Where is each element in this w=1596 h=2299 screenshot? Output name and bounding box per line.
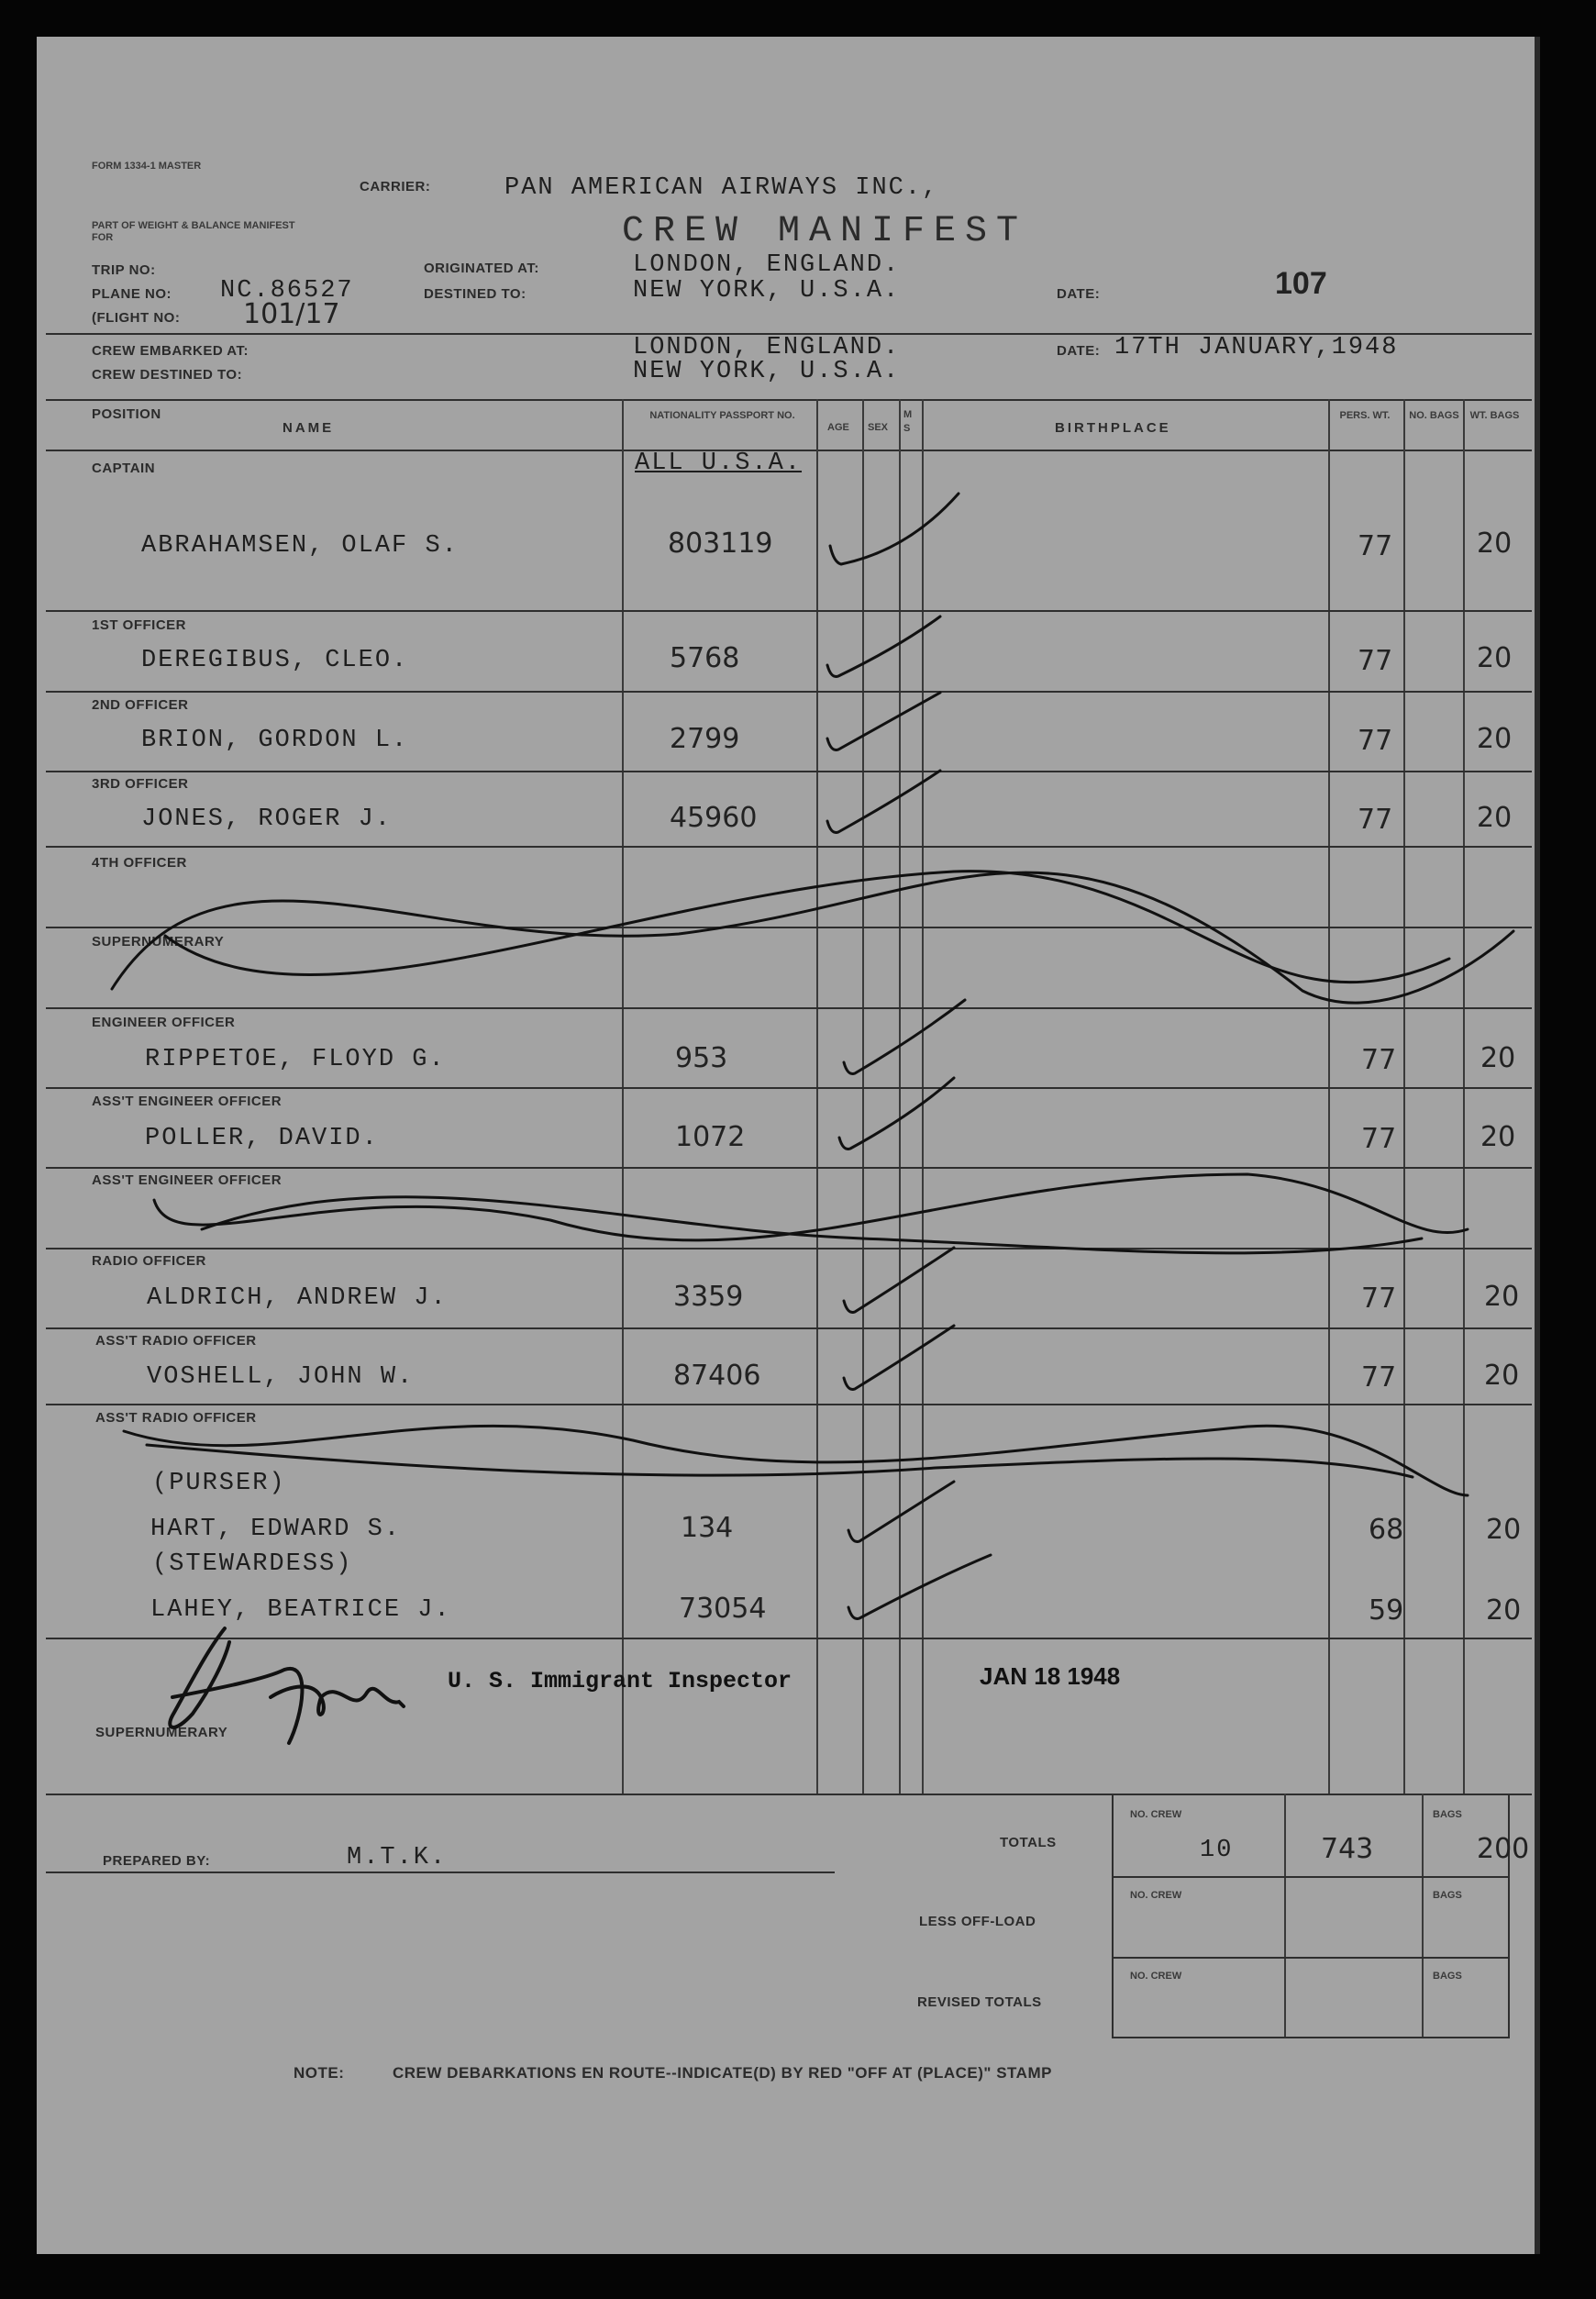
bags-weight: 20 bbox=[1477, 642, 1513, 674]
col-nationality: NATIONALITY PASSPORT NO. bbox=[649, 410, 795, 421]
no-crew-label: NO. CREW bbox=[1130, 1971, 1182, 1982]
nationality-note: ALL U.S.A. bbox=[635, 450, 803, 477]
passport-number: 803119 bbox=[668, 528, 773, 560]
inspector-signature bbox=[170, 1628, 404, 1743]
originated-value: LONDON, ENGLAND. bbox=[633, 251, 901, 279]
bags-weight: 20 bbox=[1484, 1360, 1520, 1392]
passport-number: 953 bbox=[675, 1042, 728, 1074]
crew-destined-label: CREW DESTINED TO: bbox=[92, 367, 243, 383]
passport-number: 45960 bbox=[670, 802, 758, 834]
passport-number: 134 bbox=[681, 1512, 734, 1544]
row-position: 2ND OFFICER bbox=[92, 697, 189, 713]
row-position: ASS'T ENGINEER OFFICER bbox=[92, 1172, 283, 1188]
no-crew-label: NO. CREW bbox=[1130, 1890, 1182, 1901]
stamp-date: JAN 18 1948 bbox=[980, 1662, 1121, 1690]
checkmark-icon bbox=[827, 771, 940, 833]
form-number: FORM 1334-1 MASTER bbox=[92, 161, 202, 172]
passport-number: 1072 bbox=[675, 1121, 746, 1153]
pers-weight: 77 bbox=[1361, 1044, 1397, 1076]
flight-label: (FLIGHT NO: bbox=[92, 310, 181, 326]
row-position: SUPERNUMERARY bbox=[95, 1725, 228, 1740]
passport-number: 87406 bbox=[673, 1360, 761, 1392]
note-text: CREW DEBARKATIONS EN ROUTE--INDICATE(D) BY RED "OFF AT (PLACE)" STAMP bbox=[393, 2064, 1052, 2082]
row-position: CAPTAIN bbox=[92, 461, 156, 476]
bags-weight: 20 bbox=[1486, 1594, 1522, 1627]
strikethrough-line bbox=[165, 872, 1449, 983]
row-position: ASS'T RADIO OFFICER bbox=[95, 1333, 257, 1349]
revised-totals-label: REVISED TOTALS bbox=[917, 1994, 1042, 2010]
prepared-label: PREPARED BY: bbox=[103, 1853, 211, 1869]
pers-weight: 68 bbox=[1369, 1514, 1404, 1546]
embark-date: 17TH JANUARY,1948 bbox=[1114, 334, 1399, 361]
date2-label: DATE: bbox=[1057, 343, 1101, 359]
destined-label: DESTINED TO: bbox=[424, 286, 526, 302]
crew-name: LAHEY, BEATRICE J. bbox=[150, 1596, 451, 1624]
inspector-title: U. S. Immigrant Inspector bbox=[448, 1668, 792, 1694]
col-no-bags: NO. BAGS bbox=[1409, 410, 1459, 421]
bags-label: BAGS bbox=[1433, 1809, 1462, 1820]
row-position: ASS'T RADIO OFFICER bbox=[95, 1410, 257, 1426]
row-title: (STEWARDESS) bbox=[152, 1550, 353, 1578]
bags-label: BAGS bbox=[1433, 1971, 1462, 1982]
bags-weight: 20 bbox=[1477, 528, 1513, 560]
flight-number: 101/17 bbox=[243, 298, 340, 330]
bags-weight: 20 bbox=[1484, 1281, 1520, 1313]
total-bags: 200 bbox=[1477, 1833, 1530, 1865]
pers-weight: 77 bbox=[1361, 1283, 1397, 1315]
crew-destined-value: NEW YORK, U.S.A. bbox=[633, 358, 901, 385]
page-title: CREW MANIFEST bbox=[622, 211, 1028, 252]
originated-label: ORIGINATED AT: bbox=[424, 261, 539, 276]
crew-name: DEREGIBUS, CLEO. bbox=[141, 647, 409, 674]
crew-name: ABRAHAMSEN, OLAF S. bbox=[141, 532, 459, 560]
trip-label: TRIP NO: bbox=[92, 262, 156, 278]
row-position: 1ST OFFICER bbox=[92, 617, 187, 633]
checkmark-icon bbox=[844, 1248, 954, 1313]
checkmark-icon bbox=[848, 1482, 954, 1542]
passport-number: 5768 bbox=[670, 642, 740, 674]
row-position: RADIO OFFICER bbox=[92, 1253, 206, 1269]
bags-label: BAGS bbox=[1433, 1890, 1462, 1901]
col-position: POSITION bbox=[92, 406, 161, 422]
checkmark-icon bbox=[827, 616, 940, 677]
bags-weight: 20 bbox=[1477, 723, 1513, 755]
col-sex: SEX bbox=[868, 422, 889, 433]
row-position: ENGINEER OFFICER bbox=[92, 1015, 236, 1030]
crew-name: HART, EDWARD S. bbox=[150, 1516, 402, 1543]
crew-name: ALDRICH, ANDREW J. bbox=[147, 1284, 448, 1312]
passport-number: 3359 bbox=[673, 1281, 744, 1313]
col-age: AGE bbox=[827, 422, 849, 433]
pers-weight: 77 bbox=[1361, 1123, 1397, 1155]
total-weight: 743 bbox=[1321, 1833, 1374, 1865]
bags-weight: 20 bbox=[1486, 1514, 1522, 1546]
checkmark-icon bbox=[844, 1000, 965, 1074]
row-title: (PURSER) bbox=[152, 1470, 286, 1497]
col-ms: M S bbox=[903, 409, 913, 434]
carrier-label: CARRIER: bbox=[360, 179, 431, 194]
pers-weight: 77 bbox=[1358, 725, 1393, 757]
crew-name: RIPPETOE, FLOYD G. bbox=[145, 1046, 446, 1073]
crew-name: POLLER, DAVID. bbox=[145, 1125, 379, 1152]
embarked-label: CREW EMBARKED AT: bbox=[92, 343, 249, 359]
checkmark-icon bbox=[830, 494, 959, 564]
bags-weight: 20 bbox=[1477, 802, 1513, 834]
less-offload-label: LESS OFF-LOAD bbox=[919, 1914, 1036, 1929]
total-crew: 10 bbox=[1200, 1837, 1234, 1864]
crew-name: JONES, ROGER J. bbox=[141, 805, 393, 833]
pers-weight: 77 bbox=[1358, 804, 1393, 836]
passport-number: 73054 bbox=[679, 1593, 767, 1625]
col-pers-wt: PERS. WT. bbox=[1339, 410, 1391, 421]
row-position: SUPERNUMERARY bbox=[92, 934, 225, 950]
manifest-sheet bbox=[37, 37, 1540, 2254]
bags-weight: 20 bbox=[1480, 1121, 1516, 1153]
handwriting-overlay bbox=[37, 37, 1535, 2254]
col-wt-bags: WT. BAGS bbox=[1469, 410, 1520, 421]
checkmark-icon bbox=[848, 1555, 991, 1619]
embarked-value: LONDON, ENGLAND. bbox=[633, 334, 901, 361]
pers-weight: 77 bbox=[1358, 530, 1393, 562]
plane-number: NC.86527 bbox=[220, 277, 354, 305]
plane-label: PLANE NO: bbox=[92, 286, 172, 302]
prepared-by: M.T.K. bbox=[347, 1844, 448, 1871]
page-number-stamp: 107 bbox=[1275, 266, 1327, 301]
pers-weight: 59 bbox=[1369, 1594, 1404, 1627]
passport-number: 2799 bbox=[670, 723, 740, 755]
destined-value: NEW YORK, U.S.A. bbox=[633, 277, 901, 305]
strikethrough-line bbox=[112, 872, 1513, 1003]
totals-label: TOTALS bbox=[1000, 1835, 1057, 1850]
pers-weight: 77 bbox=[1361, 1361, 1397, 1394]
no-crew-label: NO. CREW bbox=[1130, 1809, 1182, 1820]
crew-name: BRION, GORDON L. bbox=[141, 727, 409, 754]
crew-name: VOSHELL, JOHN W. bbox=[147, 1363, 415, 1391]
row-position: ASS'T ENGINEER OFFICER bbox=[92, 1094, 283, 1109]
row-position: 4TH OFFICER bbox=[92, 855, 187, 871]
checkmark-icon bbox=[839, 1078, 954, 1150]
checkmark-icon bbox=[844, 1326, 954, 1390]
strikethrough-line bbox=[154, 1174, 1468, 1240]
col-birthplace: BIRTHPLACE bbox=[1055, 420, 1171, 436]
checkmark-icon bbox=[827, 693, 940, 750]
col-name: NAME bbox=[283, 420, 335, 436]
carrier-value: PAN AMERICAN AIRWAYS INC., bbox=[504, 174, 939, 202]
note-label: NOTE: bbox=[294, 2064, 345, 2082]
part-of-label: PART OF WEIGHT & BALANCE MANIFEST FOR bbox=[92, 220, 295, 243]
date-label: DATE: bbox=[1057, 286, 1101, 302]
bags-weight: 20 bbox=[1480, 1042, 1516, 1074]
row-position: 3RD OFFICER bbox=[92, 776, 189, 792]
strikethrough-line bbox=[202, 1197, 1422, 1253]
pers-weight: 77 bbox=[1358, 645, 1393, 677]
